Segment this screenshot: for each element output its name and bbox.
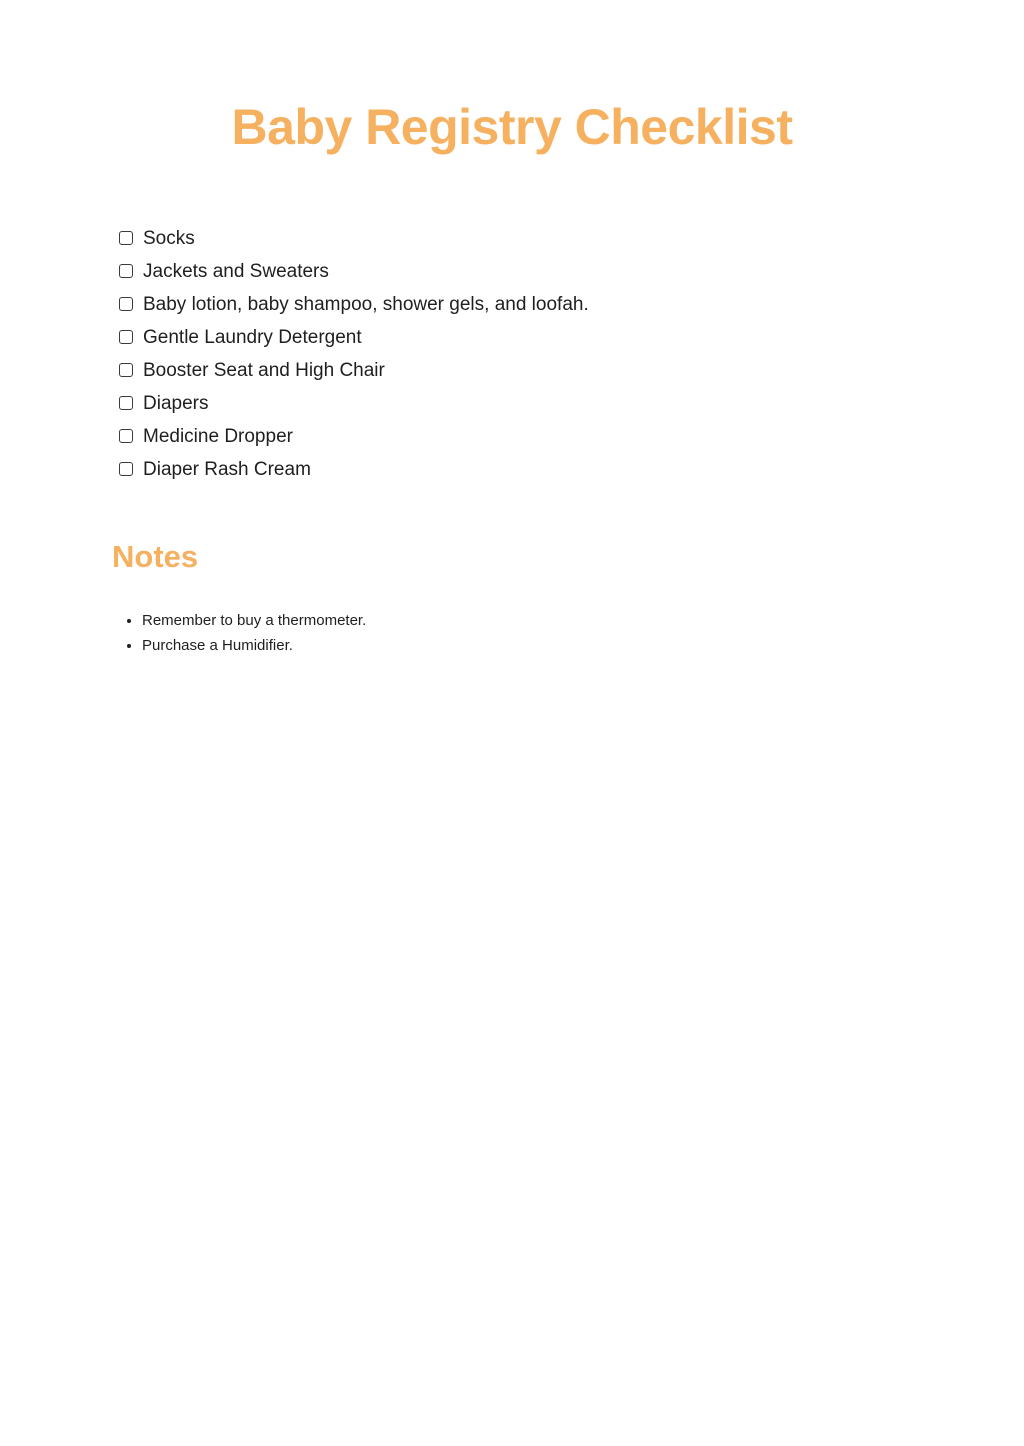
checklist-item-label: Socks	[143, 227, 195, 249]
checkbox[interactable]	[119, 264, 133, 278]
page-title: Baby Registry Checklist	[231, 99, 793, 155]
checkbox[interactable]	[119, 462, 133, 476]
checklist-item-label: Diapers	[143, 392, 209, 414]
checklist-item[interactable]	[119, 453, 589, 486]
checklist	[119, 222, 589, 486]
notes-heading: Notes	[112, 539, 199, 574]
checkbox[interactable]	[119, 330, 133, 344]
checklist-item[interactable]	[119, 222, 589, 255]
checklist-item[interactable]	[119, 354, 589, 387]
checklist-item[interactable]	[119, 255, 589, 288]
checklist-item-label: Baby lotion, baby shampoo, shower gels, and loofah.	[143, 293, 589, 315]
checklist-item-label: Jackets and Sweaters	[143, 260, 329, 282]
checkbox[interactable]	[119, 396, 133, 410]
checkbox[interactable]	[119, 297, 133, 311]
checklist-item-label: Medicine Dropper	[143, 425, 293, 447]
notes-list	[142, 608, 366, 658]
checkbox[interactable]	[119, 363, 133, 377]
note-item: • Purchase a Humidifier.	[142, 633, 366, 658]
checklist-item[interactable]	[119, 288, 589, 321]
checkbox[interactable]	[119, 429, 133, 443]
note-item: • Remember to buy a thermometer.	[142, 608, 366, 633]
checklist-item-label: Diaper Rash Cream	[143, 458, 311, 480]
checklist-item[interactable]	[119, 387, 589, 420]
checkbox[interactable]	[119, 231, 133, 245]
checklist-item[interactable]	[119, 321, 589, 354]
checklist-item[interactable]	[119, 420, 589, 453]
checklist-item-label: Gentle Laundry Detergent	[143, 326, 362, 348]
checklist-item-label: Booster Seat and High Chair	[143, 359, 385, 381]
